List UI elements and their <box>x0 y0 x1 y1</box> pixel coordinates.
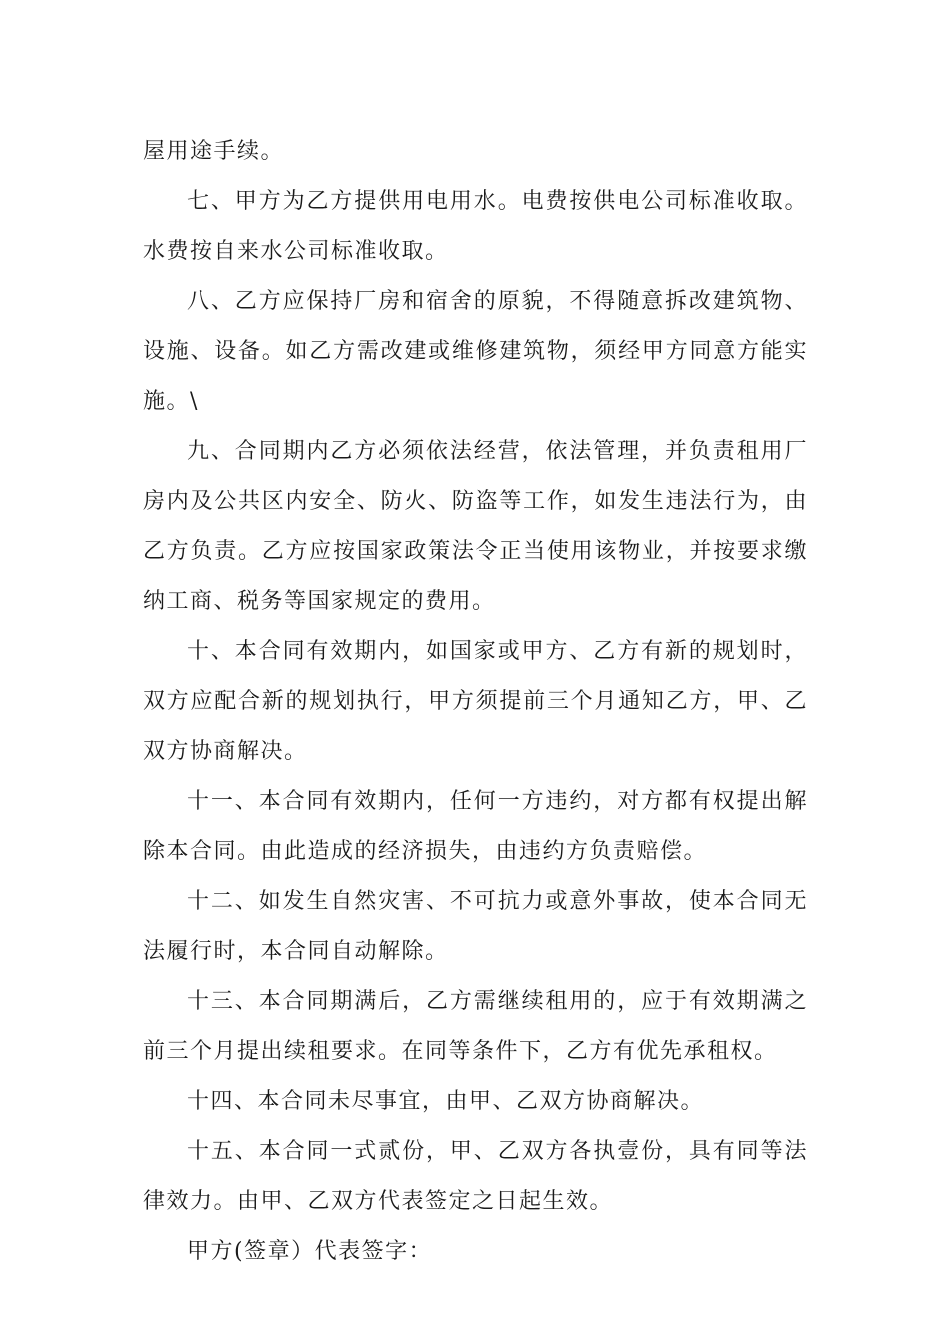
paragraph-continuation: 屋用途手续。 <box>143 139 285 164</box>
paragraph-clause-7: 七、甲方为乙方提供用电用水。电费按供电公司标准收取。水费按自来水公司标准收取。 <box>143 189 808 264</box>
paragraph-clause-15: 十五、本合同一式贰份，甲、乙双方各执壹份，具有同等法律效力。由甲、乙双方代表签定之日起生效。 <box>143 1139 808 1214</box>
paragraph-clause-10: 十、本合同有效期内，如国家或甲方、乙方有新的规划时，双方应配合新的规划执行，甲方须提前三个月通知乙方，甲、乙双方协商解决。 <box>143 639 808 764</box>
paragraph-clause-13: 十三、本合同期满后，乙方需继续租用的，应于有效期满之前三个月提出续租要求。在同等条件下，乙方有优先承租权。 <box>143 989 808 1064</box>
paragraph-clause-8: 八、乙方应保持厂房和宿舍的原貌，不得随意拆改建筑物、设施、设备。如乙方需改建或维修建筑物，须经甲方同意方能实施。\ <box>143 289 808 414</box>
paragraph-clause-9: 九、合同期内乙方必须依法经营，依法管理，并负责租用厂房内及公共区内安全、防火、防盗等工作，如发生违法行为，由乙方负责。乙方应按国家政策法令正当使用该物业，并按要求缴纳工商、税务等国家规定的费用。 <box>143 439 808 614</box>
signature-line-party-a: 甲方(签章）代表签字： <box>187 1239 433 1264</box>
paragraph-clause-11: 十一、本合同有效期内，任何一方违约，对方都有权提出解除本合同。由此造成的经济损失，由违约方负责赔偿。 <box>143 789 808 864</box>
paragraph-clause-14: 十四、本合同未尽事宜，由甲、乙双方协商解决。 <box>187 1089 705 1114</box>
document-body <box>143 127 808 1277</box>
paragraph-clause-12: 十二、如发生自然灾害、不可抗力或意外事故，使本合同无法履行时，本合同自动解除。 <box>143 889 808 964</box>
